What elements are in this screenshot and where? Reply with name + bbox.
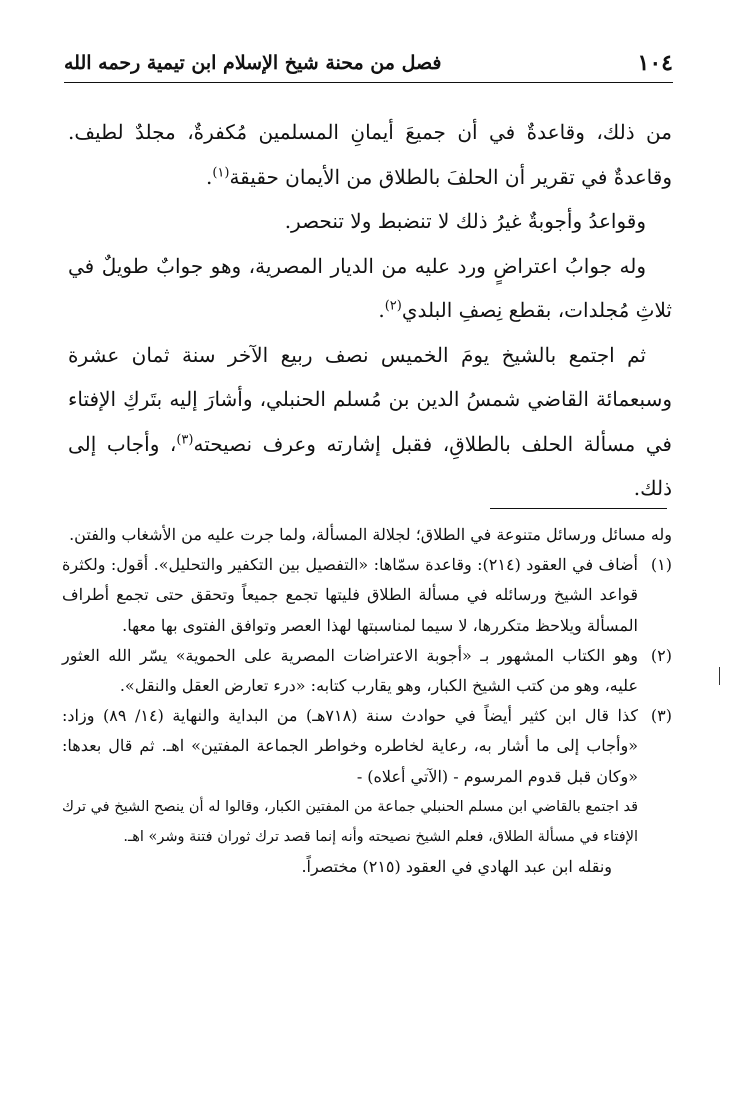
footnote-1-text: أضاف في العقود (٢١٤): وقاعدة سمّاها: «التفصيل بين التكفير والتحليل». أقول: ولكثرة قواعد الشيخ ورسائله في مسألة الطلاق فليتها تجمع جميعاً وتحقق حتى تجمع أطراف المسألة ويلاحظ متكررها، لا سيما لمناسبتها لهذا العصر وتوافق الفتوى بها معها.: [62, 555, 638, 635]
page-number: ١٠٤: [637, 50, 673, 76]
paragraph-3: [68, 244, 672, 333]
paragraph-3-text: وله جوابُ اعتراضٍ ورد عليه من الديار المصرية، وهو جوابٌ طويلٌ في ثلاثِ مُجلدات، بقطع نِصفِ البلدي: [68, 253, 672, 322]
footnote-continuation: وله مسائل ورسائل متنوعة في الطلاق؛ لجلالة المسألة، ولما جرت عليه من الأشغاب والفتن.: [69, 525, 672, 544]
running-title: فصل من محنة شيخ الإسلام ابن تيمية رحمه الله: [64, 52, 442, 74]
footnote-3-number: (٣): [650, 706, 672, 726]
paragraph-1: [68, 110, 672, 199]
margin-mark: [719, 667, 720, 685]
paragraph-2: وقواعدُ وأجوبةٌ غيرُ ذلك لا تنضبط ولا تنحصر.: [284, 209, 646, 233]
footnotes: [62, 520, 672, 882]
paragraph-4-text: ثم اجتمع بالشيخ يومَ الخميس نصف ربيع الآخر سنة ثمان عشرة وسبعمائة القاضي شمسُ الدين بن مُسلم الحنبلي، وأشارَ إليه بتَركِ الإفتاء في مسألة الحلف بالطلاقِ، فقبل إشارته وعرف نصيحته: [68, 342, 672, 456]
paragraph-4-end: ، وأجاب إلى ذلك.: [68, 431, 672, 500]
footnote-3-end: ونقله ابن عبد الهادي في العقود (٢١٥) مختصراً.: [301, 857, 612, 877]
footnote-1: [62, 550, 672, 641]
footnote-3: [62, 701, 672, 882]
footnote-2: [62, 641, 672, 701]
paragraph-4: [68, 333, 672, 511]
footnote-2-number: (٢): [650, 645, 672, 665]
footnote-separator: [490, 508, 667, 509]
footnote-3-text: كذا قال ابن كثير أيضاً في حوادث سنة (٧١٨هـ) من البداية والنهاية (١٤/ ٨٩) وزاد: «وأجاب إلى ما أشار به، رعاية لخاطره وخواطر الجماعة المفتين» اهـ. ثم قال بعدها: «وكان قبل قدوم المرسوم - (الآتي أعلاه) -: [62, 706, 639, 786]
paragraph-1-end: .: [205, 164, 213, 189]
footnote-ref-2: (٢): [384, 298, 402, 314]
paragraph-3-end: .: [378, 298, 385, 322]
footnote-2-text: وهو الكتاب المشهور بـ «أجوبة الاعتراضات المصرية على الحموية» يسّر الله العثور عليه، وهو من كتب الشيخ الكبار، وهو يقارب كتابه: «درء تعارض العقل والنقل».: [62, 645, 638, 696]
footnote-3-quote: قد اجتمع بالقاضي ابن مسلم الحنبلي جماعة من المفتين الكبار، وقالوا له أن ينصح الشيخ في ترك الإفتاء في مسألة الطلاق، فعلم الشيخ نصيحته وأنه إنما قصد ترك ثوران فتنة وشر» اهـ.: [62, 798, 638, 846]
page-header: [64, 44, 673, 83]
footnote-ref-1: (١): [212, 164, 230, 180]
main-text: [68, 110, 672, 511]
footnote-1-number: (١): [650, 555, 672, 575]
paragraph-1-text: من ذلك، وقاعدةٌ في أن جميعَ أيمانِ المسلمين مُكفرةٌ، مجلدٌ لطيف. وقاعدةٌ في تقرير أن الحلفَ بالطلاق من الأيمان حقيقة: [68, 120, 672, 189]
footnote-ref-3: (٣): [176, 431, 194, 447]
